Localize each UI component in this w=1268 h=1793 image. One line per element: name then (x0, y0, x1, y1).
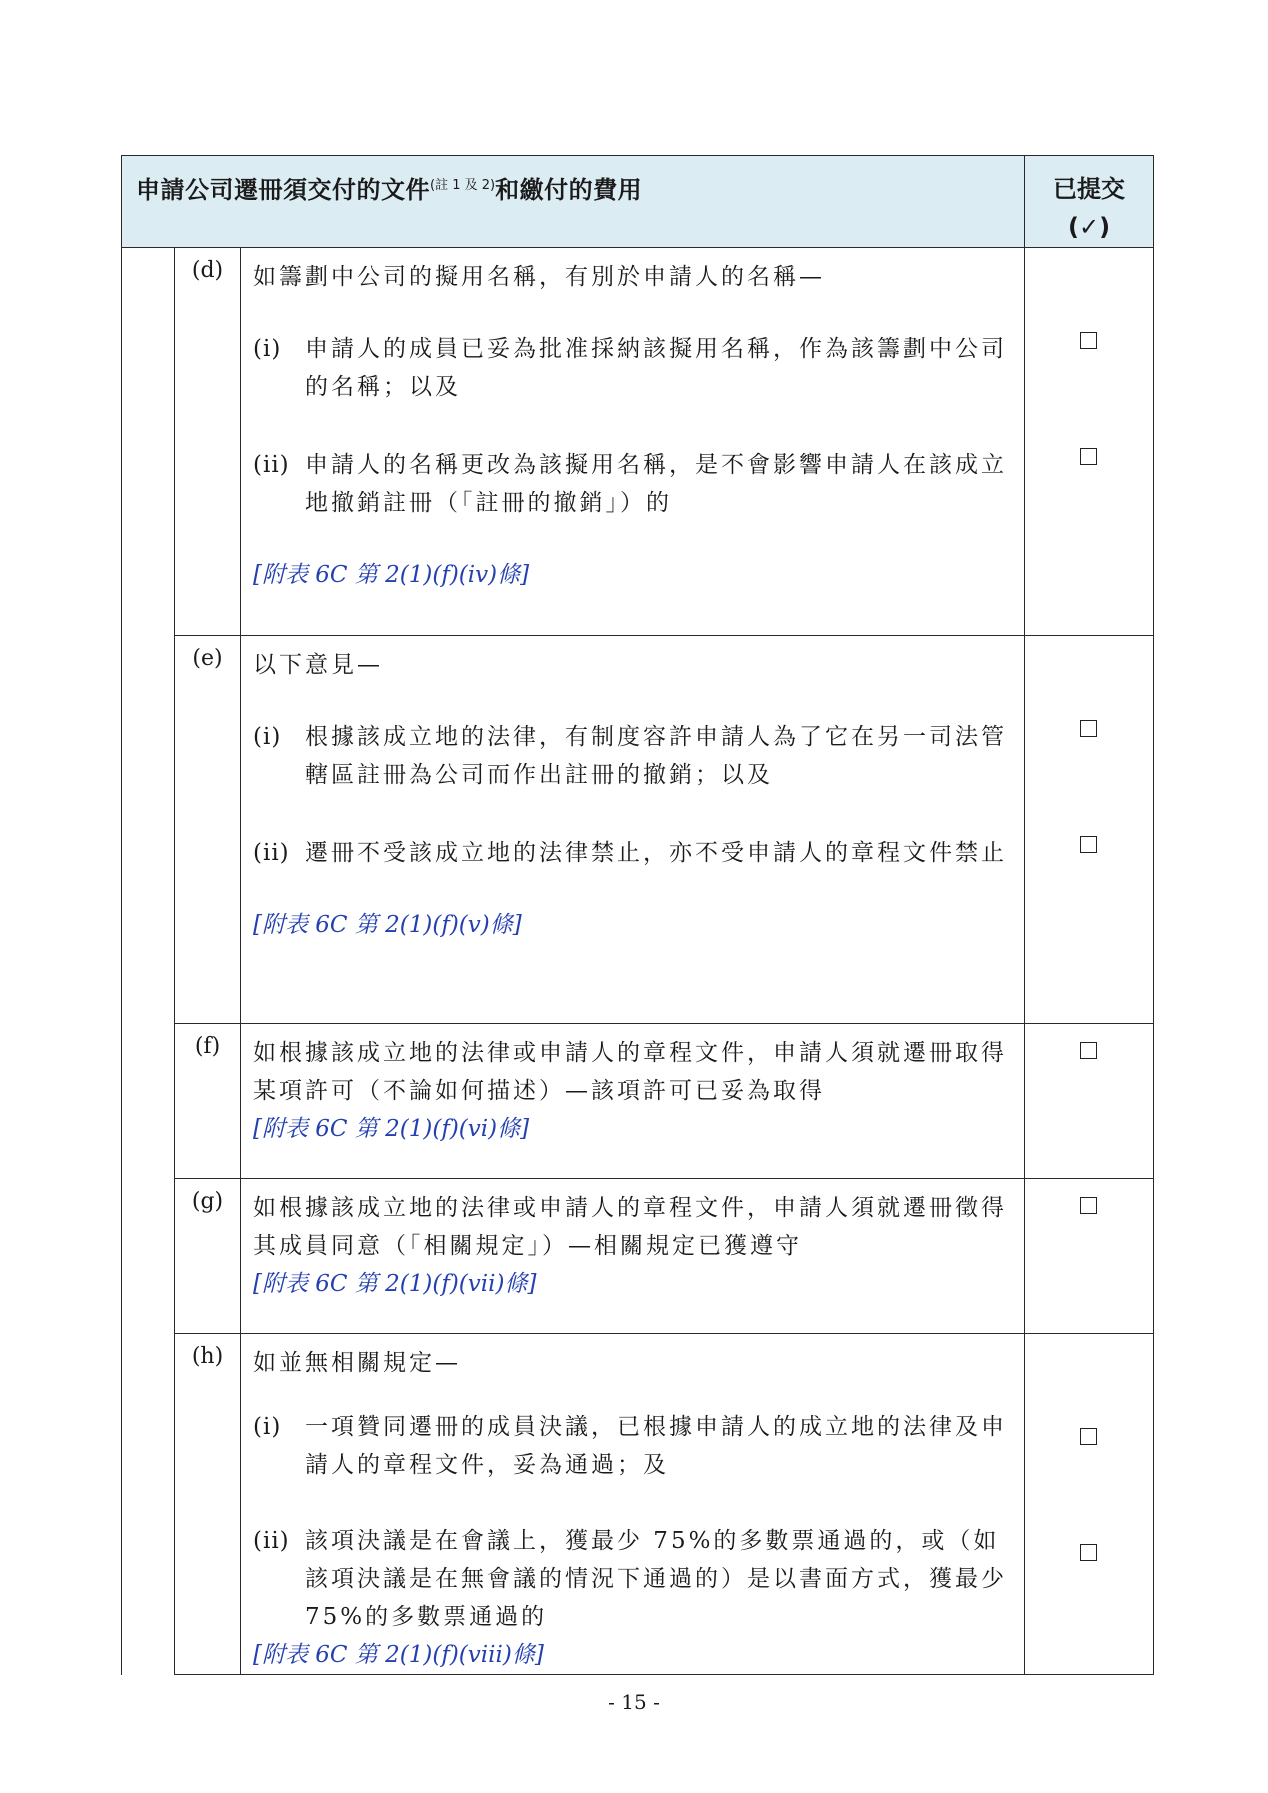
sub-item-num: (i) (253, 336, 282, 362)
schedule-reference: [附表 6C 第 2(1)(f)(viii)條] (253, 1642, 544, 1668)
schedule-reference: [附表 6C 第 2(1)(f)(v)條] (253, 912, 522, 938)
item-row-e (122, 636, 1154, 1024)
indent-column (122, 248, 175, 1675)
sub-item-text: 該項決議是在會議上，獲最少 75%的多數票通過的，或（如該項決議是在無會議的情況下通過的）是以書面方式，獲最少 75%的多數票通過的 (305, 1528, 1007, 1630)
table-header-row (122, 156, 1154, 248)
item-letter: (d) (191, 258, 224, 283)
header-title-main: 申請公司遷冊須交付的文件 (136, 176, 430, 204)
item-intro: 如籌劃中公司的擬用名稱，有別於申請人的名稱— (253, 264, 825, 290)
schedule-reference: [附表 6C 第 2(1)(f)(iv)條] (253, 562, 530, 588)
header-title-note: (註 1 及 2) (430, 178, 496, 193)
checkbox-d-i[interactable] (1080, 332, 1097, 349)
sub-item (253, 718, 1012, 794)
sub-item-text: 遷冊不受該成立地的法律禁止，亦不受申請人的章程文件禁止 (305, 840, 1007, 866)
item-letter: (f) (194, 1034, 221, 1059)
sub-item-num: (i) (253, 724, 282, 750)
sub-item-num: (ii) (253, 452, 290, 478)
sub-item (253, 834, 1012, 872)
item-body (241, 636, 1024, 944)
checkbox-h-i[interactable] (1080, 1428, 1097, 1445)
item-body (241, 1334, 1024, 1674)
item-intro: 以下意見— (253, 652, 383, 678)
item-body (241, 1024, 1024, 1148)
checkbox-g[interactable] (1080, 1197, 1097, 1214)
sub-item (253, 330, 1012, 406)
checkbox-cell (1025, 248, 1154, 636)
sub-item (253, 446, 1012, 522)
submitted-tick: (✓) (1067, 213, 1111, 241)
item-intro: 如根據該成立地的法律或申請人的章程文件，申請人須就遷冊取得某項許可（不論如何描述）—該項許可已妥為取得 (253, 1040, 1007, 1104)
checkbox-cell (1025, 1024, 1154, 1179)
sub-item-num: (ii) (253, 1528, 290, 1554)
sub-item-text: 一項贊同遷冊的成員決議，已根據申請人的成立地的法律及申請人的章程文件，妥為通過；及 (305, 1414, 1007, 1478)
sub-item (253, 1408, 1012, 1484)
checkbox-cell (1025, 636, 1154, 1024)
header-title-end: 和繳付的費用 (495, 176, 643, 204)
sub-item-text: 申請人的成員已妥為批准採納該擬用名稱，作為該籌劃中公司的名稱；以及 (305, 336, 1007, 400)
checkbox-e-ii[interactable] (1080, 836, 1097, 853)
documents-table (121, 155, 1154, 1675)
sub-item (253, 1522, 1012, 1636)
header-title-cell (122, 156, 1025, 248)
page-number: - 15 - (608, 1690, 660, 1714)
sub-item-num: (i) (253, 1414, 282, 1440)
item-letter: (e) (192, 646, 223, 671)
checkbox-cell (1025, 1334, 1154, 1675)
checkbox-cell (1025, 1179, 1154, 1334)
item-row-d (122, 248, 1154, 636)
item-row-f (122, 1024, 1154, 1179)
sub-item-text: 申請人的名稱更改為該擬用名稱，是不會影響申請人在該成立地撤銷註冊（「註冊的撤銷」）的 (305, 452, 1007, 516)
sub-item-num: (ii) (253, 840, 290, 866)
schedule-reference: [附表 6C 第 2(1)(f)(vi)條] (253, 1116, 530, 1142)
item-intro: 如並無相關規定— (253, 1350, 461, 1376)
checkbox-d-ii[interactable] (1080, 448, 1097, 465)
item-row-h (122, 1334, 1154, 1675)
checkbox-e-i[interactable] (1080, 720, 1097, 737)
item-row-g (122, 1179, 1154, 1334)
checkbox-h-ii[interactable] (1080, 1544, 1097, 1561)
item-letter: (g) (191, 1189, 224, 1214)
item-body (241, 1179, 1024, 1303)
sub-item-text: 根據該成立地的法律，有制度容許申請人為了它在另一司法管轄區註冊為公司而作出註冊的撤銷；以及 (305, 724, 1007, 788)
header-submitted-cell (1025, 156, 1154, 248)
item-intro: 如根據該成立地的法律或申請人的章程文件，申請人須就遷冊徵得其成員同意（「相關規定」）—相關規定已獲遵守 (253, 1195, 1007, 1259)
schedule-reference: [附表 6C 第 2(1)(f)(vii)條] (253, 1271, 537, 1297)
item-letter: (h) (191, 1344, 224, 1369)
item-body (241, 248, 1024, 594)
header-title (122, 156, 1024, 205)
submitted-label: 已提交 (1053, 175, 1126, 203)
checkbox-f[interactable] (1080, 1042, 1097, 1059)
